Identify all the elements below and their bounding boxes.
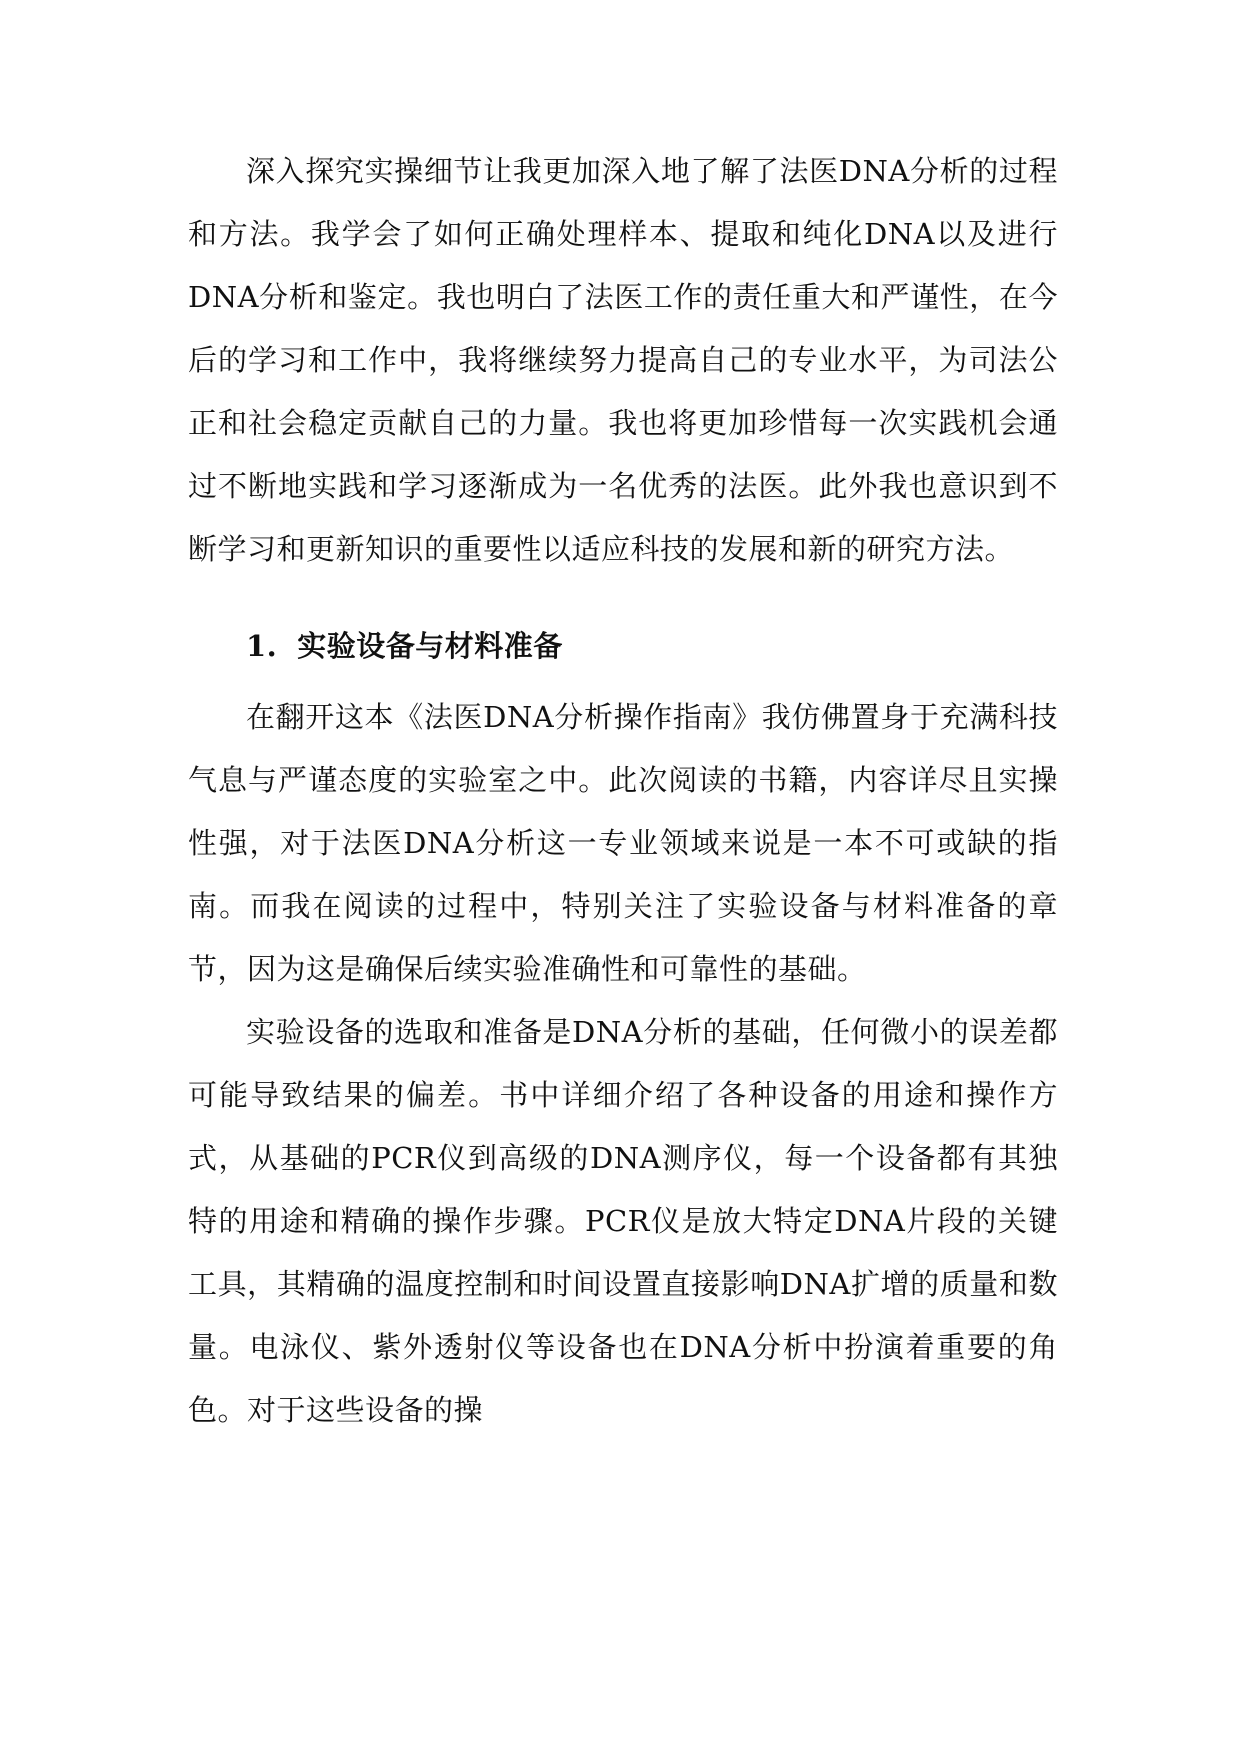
section-number: 1. (246, 629, 278, 663)
document-page (188, 140, 1058, 1442)
section-title: 实验设备与材料准备 (297, 629, 563, 663)
section-paragraph-2: 实验设备的选取和准备是DNA分析的基础，任何微小的误差都可能导致结果的偏差。书中详细介绍了各种设备的用途和操作方式，从基础的PCR仪到高级的DNA测序仪，每一个设备都有其独特的用途和精确的操作步骤。PCR仪是放大特定DNA片段的关键工具，其精确的温度控制和时间设置直接影响DNA扩增的质量和数量。电泳仪、紫外透射仪等设备也在DNA分析中扮演着重要的角色。对于这些设备的操 (188, 1015, 1058, 1427)
section-paragraph-1: 在翻开这本《法医DNA分析操作指南》我仿佛置身于充满科技气息与严谨态度的实验室之中。此次阅读的书籍，内容详尽且实操性强，对于法医DNA分析这一专业领域来说是一本不可或缺的指南。而我在阅读的过程中，特别关注了实验设备与材料准备的章节，因为这是确保后续实验准确性和可靠性的基础。 (188, 700, 1058, 986)
section-heading (188, 615, 1058, 678)
intro-paragraph: 深入探究实操细节让我更加深入地了解了法医DNA分析的过程和方法。我学会了如何正确处理样本、提取和纯化DNA以及进行DNA分析和鉴定。我也明白了法医工作的责任重大和严谨性，在今后的学习和工作中，我将继续努力提高自己的专业水平，为司法公正和社会稳定贡献自己的力量。我也将更加珍惜每一次实践机会通过不断地实践和学习逐渐成为一名优秀的法医。此外我也意识到不断学习和更新知识的重要性以适应科技的发展和新的研究方法。 (188, 154, 1058, 566)
